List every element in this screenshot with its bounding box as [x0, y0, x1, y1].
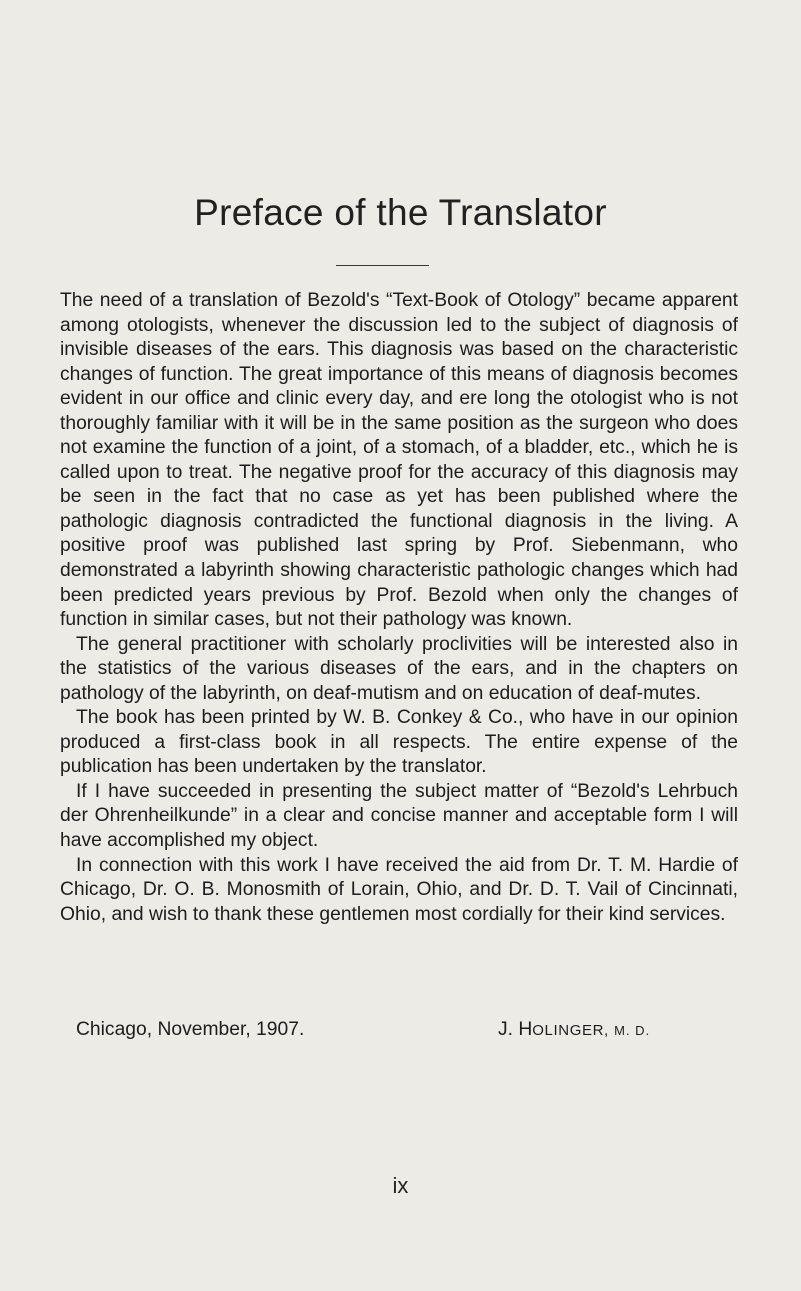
title-divider [336, 265, 429, 266]
signoff-author [498, 1018, 650, 1043]
signoff-place-date: Chicago, November, 1907. [76, 1019, 305, 1040]
paragraph-3: The book has been printed by W. B. Conkey & Co., who have in our opinion produced a first-class book in all respects. The entire expense of the publication has been undertaken by the translator. [60, 707, 738, 778]
paragraph-5: In connection with this work I have received the aid from Dr. T. M. Hardie of Chicago, Dr. O. B. Monosmith of Lorain, Ohio, and Dr. D. T. Vail of Cincinnati, Ohio, and wish to thank these gentlemen most cordially for their kind services. [60, 854, 738, 925]
paragraph-2: The general practitioner with scholarly proclivities will be interested also in the statistics of the various diseases of the ears, and in the chapters on pathology of the labyrinth, on deaf-mutism and on education of deaf-mutes. [60, 633, 738, 704]
author-initial: J. H [498, 1019, 533, 1040]
page-title: Preface of the Translator [194, 192, 607, 233]
paragraph-4: If I have succeeded in presenting the subject matter of “Bezold's Lehrbuch der Ohrenheilkunde” in a clear and concise manner and acceptable form I will have accomplished my object. [60, 780, 738, 852]
page-number: ix [392, 1173, 409, 1198]
author-surname: OLINGER, [532, 1022, 609, 1039]
author-degree: M. D. [614, 1023, 651, 1038]
preface-body [60, 289, 738, 927]
paragraph-1: The need of a translation of Bezold's “Text-Book of Otology” became apparent among otologists, whenever the discussion led to the subject of diagnosis of invisible diseases of the ears. This diagnosis was based on the characteristic changes of function. The great importance of this means of diagnosis becomes evident in our office and clinic every day, and ere long the otologist who is not thoroughly familiar with it will be in the same position as the surgeon who does not examine the function of a joint, of a stomach, of a bladder, etc., which he is called upon to treat. The negative proof for the accuracy of this diagnosis may be seen in the fact that no case as yet has been published where the pathologic diagnosis contradicted the functional diagnosis in the living. A positive proof was published last spring by Prof. Siebenmann, who demonstrated a labyrinth showing characteristic pathologic changes which had been predicted years previous by Prof. Bezold when only the changes of function in similar cases, but not their pathology was known. [60, 290, 738, 631]
